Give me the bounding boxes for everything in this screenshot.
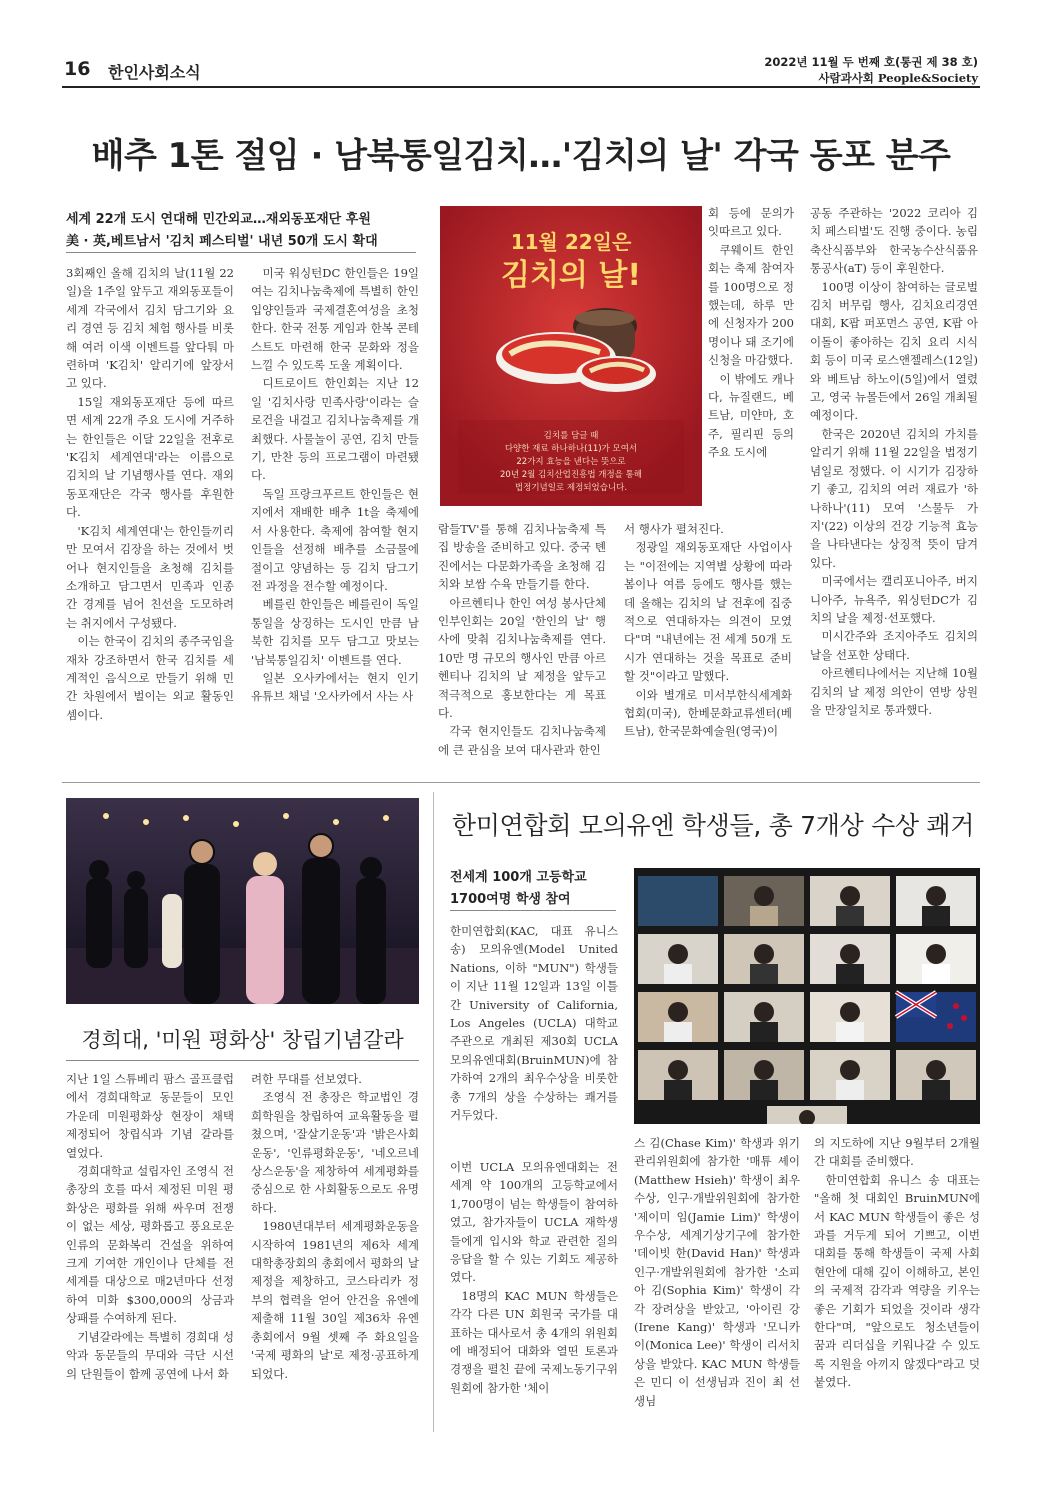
- paragraph: 1980년대부터 세계평화운동을 시작하여 1981년의 제6차 세계대학총장회의 총회에서 평화의 날 제정을 제창하고, 코스타리카 정부의 협력을 얻어 안건을 유엔에 제출해 11월 30일 제36차 유엔 총회에서 9월 셋째 주 화요일을 '국제 평화의 날'로 제정·공표하게 되었다.: [251, 1219, 419, 1381]
- paragraph: 아르헨티나 한인 여성 봉사단체 인부인회는 20일 '한인의 날' 행사에 맞춰 김치나눔축제를 연다. 10만 명 규모의 행사인 만큼 아르헨티나 김치의 날 제정을 앞두고 적극적으로 홍보한다는 게 목표다.: [438, 595, 606, 721]
- section-title: 한인사회소식: [108, 63, 201, 82]
- paragraph: 한미연합회 유니스 송 대표는 "올해 첫 대회인 BruinMUN에서 KAC MUN 학생들이 좋은 성과를 거두게 되어 기쁘고, 이번 대회를 통해 학생들이 국제 사회 현안에 대해 깊이 이해하고, 본인의 국제적 감각과 역량을 키우는 좋은 기회가 되었을 것이라 생각한다"며, "앞으로도 청소년들이 꿈과 리더십을 키워나갈 수 있도록 지원을 아끼지 않겠다"라고 덧붙였다.: [814, 1172, 980, 1390]
- paragraph: 독일 프랑크푸르트 한인들은 현지에서 재배한 배추 1t을 축제에서 사용한다. 축제에 참여할 현지인들을 선정해 배추를 소금물에 절이고 양념하는 등 김치 담그기 전 과정을 전수할 예정이다.: [251, 486, 419, 593]
- paragraph: 서 행사가 펼쳐진다.: [624, 522, 724, 536]
- subhead-kimchi-2: 美 · 英,베트남서 '김치 페스티벌' 내년 50개 도시 확대: [66, 234, 378, 249]
- paragraph: 경희대학교 설립자인 조영식 전 총장의 호를 따서 제정된 미원 평화상은 평화를 위해 싸우며 전쟁이 없는 세상, 평화롭고 풍요로운 인류의 문화복리 건설을 위하여 크게 기여한 개인이나 단체를 전 세계를 대상으로 매2년마다 선정하여 미화 $300,000의 상금과 상패를 수여하게 된다.: [66, 1164, 234, 1326]
- mun-column-3: [814, 1134, 980, 1436]
- paragraph: 이와 별개로 미서부한식세계화협회(미국), 한베문화교류센터(베트남), 한국문화예술원(영국)이: [624, 687, 792, 739]
- paragraph: 아르헨티나에서는 지난해 10월 김치의 날 제정 의안이 연방 상원을 만장일치로 통과했다.: [810, 666, 978, 717]
- poster-caption-line: 20년 2월 김치산업진흥법 개정을 통해: [500, 470, 642, 480]
- paragraph: 18명의 KAC MUN 학생들은 각각 다른 UN 회원국 국가를 대표하는 대사로서 총 4개의 위원회에 배정되어 대화와 열띤 토론과 경쟁을 펼친 끝에 국제노동기구위원회에 참가한 '체이: [450, 1288, 618, 1395]
- kimchi-column-1: [66, 264, 234, 770]
- paragraph: 이는 한국이 김치의 종주국임을 재차 강조하면서 한국 김치를 세계적인 음식으로 만들기 위해 민간 차원에서 벌이는 외교 활동인 셈이다.: [66, 634, 234, 722]
- mun-subhead-rule: [450, 910, 616, 911]
- paragraph: 디트로이트 한인회는 지난 12일 '김치사랑 민족사랑'이라는 슬로건을 내걸고 김치나눔축제를 개최했다. 사물놀이 공연, 김치 만들기, 만찬 등의 프로그램이 마련됐다.: [251, 376, 419, 483]
- paragraph: 람들TV'를 통해 김치나눔축제 특집 방송을 준비하고 있다. 중국 톈진에서는 다문화가족을 초청해 김치와 보쌈 수육 만들기를 한다.: [438, 522, 606, 592]
- paragraph: 'K김치 세계연대'는 한인들끼리만 모여서 김장을 하는 것에서 벗어나 현지인들을 초청해 김치를 소개하고 담그면서 민족과 인종 간 경계를 넘어 친선을 도모하려는 취지에서 구성됐다.: [66, 523, 234, 630]
- paragraph: 려한 무대를 선보였다.: [251, 1072, 362, 1086]
- paragraph: 조영식 전 총장은 학교법인 경희학원을 창립하여 교육활동을 펼쳤으며, '잘살기운동'과 '밝은사회운동', '인류평화운동', '네오르네상스운동'을 제창하여 세계평화를 중심으로 한 사회활동으로도 유명하다.: [251, 1090, 419, 1215]
- mun-column-1: [450, 1158, 618, 1436]
- publication-name: 사람과사회 People&Society: [818, 71, 978, 85]
- kimchi-column-4: [624, 520, 792, 770]
- poster-caption: [440, 430, 702, 495]
- poster-line-2: 김치의 날!: [500, 258, 642, 293]
- paragraph: 쿠웨이트 한인회는 축제 참여자를 100명으로 정했는데, 하루 만에 신청자가 200명이나 돼 조기에 신청을 마감했다.: [708, 242, 794, 368]
- paragraph: 정광일 재외동포재단 사업이사는 "이전에는 지역별 상황에 따라 봄이나 여름 등에도 행사를 했는데 올해는 김치의 날 전후에 집중적으로 연대하자는 의견이 모였다"며 "내년에는 전 세계 50개 도시가 연대하는 것을 목표로 준비할 것"이라고 말했다.: [624, 540, 792, 684]
- poster-line-1: 11월 22일은: [510, 230, 632, 254]
- page-number: 16: [64, 58, 91, 80]
- gala-column-1: [66, 1070, 234, 1436]
- zoom-grid-art: [634, 868, 980, 1124]
- headline-kimchi: 배추 1톤 절임 · 남북통일김치…'김치의 날' 각국 동포 분주: [91, 136, 951, 176]
- zoom-meeting-photo: [634, 868, 980, 1124]
- poster-caption-line: 다양한 재료 하나하나(11)가 모여서: [504, 444, 638, 454]
- headline-mun: 한미연합회 모의유엔 학생들, 총 7개상 수상 쾌거: [451, 811, 975, 840]
- paragraph: 한국은 2020년 김치의 가치를 알리기 위해 11월 22일을 법정기념일로 정했다. 이 시기가 김장하기 좋고, 김치의 여러 재료가 '하나하나'(11) 모여 '스물두 가지'(22) 이상의 건강 기능적 효능을 나타낸다는 상징적 뜻이 담겨있다.: [810, 426, 978, 570]
- gala-photo: [66, 798, 419, 1004]
- mun-column-2: [634, 1134, 800, 1436]
- paragraph: 스 김(Chase Kim)' 학생과 위기관리위원회에 참가한 '매튜 셰이(Matthew Hsieh)' 학생이 최우수상, 인구·개발위원회에 참가한 '제이미 임(Jamie Lim)' 학생이 우수상, 세계기상기구에 참가한 '데이빗 한(David Han)' 학생과 인구·개발위원회에 참가한 '소피아 김(Sophia Kim)' 학생이 각각 장려상을 받았고, '아이린 강(Irene Kang)' 학생과 '모니카 이(Monica Lee)' 학생이 리서치 상을 받았다. KAC MUN 학생들은 민디 이 선생님과 진이 최 선생님: [634, 1136, 800, 1408]
- gala-photo-art: [66, 798, 419, 1004]
- paragraph: 공동 주관하는 '2022 코리아 김치 페스티벌'도 진행 중이다. 농림축산식품부와 한국농수산식품유통공사(aT) 등이 후원한다.: [810, 206, 978, 276]
- header-rule: [62, 86, 980, 88]
- paragraph: 이 밖에도 캐나다, 뉴질랜드, 베트남, 미얀마, 호주, 필리핀 등의 주요 도시에: [708, 371, 794, 460]
- vertical-divider: [433, 792, 434, 1432]
- subhead-kimchi-1: 세계 22개 도시 연대해 민간외교…재외동포재단 후원: [66, 212, 371, 227]
- paragraph: 각국 현지인들도 김치나눔축제에 큰 관심을 보여 대사관과 한인: [438, 724, 606, 757]
- section-divider: [62, 782, 980, 783]
- mun-intro-column: [450, 922, 618, 1158]
- poster-caption-line: 법정기념일로 제정되었습니다.: [514, 483, 628, 493]
- paragraph: 베를린 한인들은 베를린이 독일 통일을 상징하는 도시인 만큼 남북한 김치를 모두 담그고 맛보는 '남북통일김치' 이벤트를 연다.: [251, 597, 419, 667]
- kimchi-column-4-upper: [708, 204, 794, 520]
- paragraph: 지난 1일 스튜베리 팜스 골프클럽에서 경희대학교 동문들이 모인 가운데 미원평화상 현장이 채택 제정되어 창립식과 기념 갈라를 열었다.: [66, 1072, 234, 1160]
- paragraph: 3회째인 올해 김치의 날(11월 22일)을 1주일 앞두고 재외동포들이 세계 각국에서 김치 담그기와 요리 경연 등 김치 체험 행사를 비롯해 여러 이색 이벤트를 앞다퉈 마련하며 'K김치' 알리기에 앞장서고 있다.: [66, 266, 234, 391]
- subhead-mun-2: 1700여명 학생 참여: [450, 892, 571, 907]
- paragraph: 회 등에 문의가 잇따르고 있다.: [708, 206, 794, 239]
- kimchi-column-5: [810, 204, 978, 770]
- paragraph: 이번 UCLA 모의유엔대회는 전 세계 약 100개의 고등학교에서 1,700명이 넘는 학생들이 참여하였고, 참가자들이 UCLA 재학생들에게 입시와 학교 관련한 질의 응답을 할 수 있는 기회도 제공하였다.: [450, 1160, 618, 1285]
- paragraph: 미시간주와 조지아주도 김치의 날을 선포한 상태다.: [810, 629, 978, 662]
- kimchi-column-3: [438, 520, 606, 770]
- paragraph: 한미연합회(KAC, 대표 유니스 송) 모의유엔(Model United Nations, 이하 "MUN") 학생들이 지난 11월 12일과 13일 이틀간 University of California, Los Angeles (UCLA) 대학교 주관으로 개최된 제30회 UCLA 모의유엔대회(BruinMUN)에 참가하여 2개의 최우수상을 비롯한 총 7개의 상을 수상하는 쾌거를 거두었다.: [450, 924, 618, 1123]
- gala-column-2: [251, 1070, 419, 1436]
- kimchi-day-poster: [440, 206, 702, 506]
- headline-gala: 경희대, '미원 평화상' 창립기념갈라: [81, 1028, 404, 1052]
- subhead-mun-1: 전세계 100개 고등학교: [450, 870, 587, 885]
- poster-caption-line: 22가지 효능을 낸다는 뜻으로: [516, 457, 626, 467]
- paragraph: 100명 이상이 참여하는 글로벌 김치 버무림 행사, 김치요리경연대회, K팝 퍼포먼스 공연, K팝 아이돌이 좋아하는 김치 요리 시식회 등이 미국 로스앤젤레스(12일)와 베트남 하노이(5일)에서 열렸고, 영국 뉴몰든에서 26일 개최될 예정이다.: [810, 279, 978, 423]
- paragraph: 기념갈라에는 특별히 경희대 성악과 동문들의 무대와 극단 시선의 단원들이 함께 공연에 나서 화: [66, 1329, 234, 1381]
- subhead-rule: [66, 252, 416, 253]
- paragraph: 미국 워싱턴DC 한인들은 19일 여는 김치나눔축제에 특별히 한인 입양인들과 국제결혼여성을 초청한다. 한국 전통 게임과 한복 콘테스트도 마련해 한국 문화와 정을 느낄 수 있도록 도울 계획이다.: [251, 266, 419, 373]
- paragraph: 미국에서는 캘리포니아주, 버지니아주, 뉴욕주, 워싱턴DC가 김치의 날을 제정·선포했다.: [810, 574, 978, 625]
- issue-info: 2022년 11월 두 번째 호(통권 제 38 호): [764, 55, 978, 69]
- gala-headline-rule: [66, 1060, 419, 1061]
- kimchi-column-2: [251, 264, 419, 770]
- paragraph: 의 지도하에 지난 9월부터 2개월간 대회를 준비했다.: [814, 1136, 980, 1169]
- paragraph: 15일 재외동포재단 등에 따르면 세계 22개 주요 도시에 거주하는 한인들은 이달 22일을 전후로 'K김치 세계연대'라는 이름으로 김치의 날 기념행사를 연다. 재외동포재단은 각국 행사를 후원한다.: [66, 394, 234, 520]
- poster-caption-line: 김치를 담글 때: [543, 431, 599, 441]
- paragraph: 일본 오사카에서는 현지 인기 유튜브 채널 '오사카에서 사는 사: [251, 670, 419, 704]
